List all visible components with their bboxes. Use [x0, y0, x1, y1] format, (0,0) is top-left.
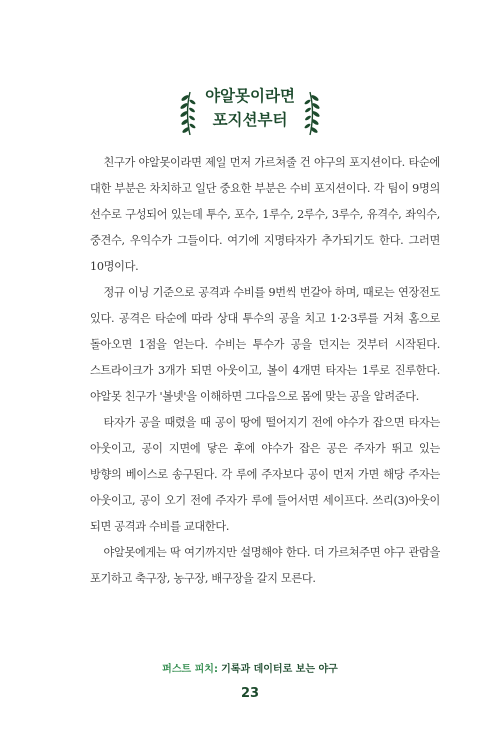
footer-book-title: 기록과 데이터로 보는 야구	[221, 664, 338, 675]
paragraph-2: 정규 이닝 기준으로 공격과 수비를 9번씩 번갈아 하며, 때로는 연장전도 있다. 공격은 타순에 따라 상대 투수의 공을 치고 1·2·3루를 거쳐 홈으로 돌아오면 1점을 얻는다. 수비는 투수가 공을 던지는 것부터 시작된다. 스트라이크가 3개가 되면 아웃이고, 볼이 4개면 타자는 1루로 진루한다. 야알못 친구가 '볼넷'을 이해하면 그다음으로 몸에 맞는 공을 알려준다.	[90, 286, 440, 403]
footer-series-label: 퍼스트 피치:	[162, 664, 218, 675]
body-text	[90, 150, 440, 592]
page-number: 23	[240, 686, 260, 701]
chapter-title-line-2: 포지션부터	[212, 111, 288, 129]
chapter-title	[0, 84, 500, 132]
paragraph-3: 타자가 공을 때렸을 때 공이 땅에 떨어지기 전에 야수가 잡으면 타자는 아웃이고, 공이 지면에 닿은 후에 야수가 잡은 공은 주자가 뛰고 있는 방향의 베이스로 송구된다. 각 루에 주자보다 공이 먼저 가면 해당 주자는 아웃이고, 공이 오기 전에 주자가 루에 들어서면 세이프다. 쓰리(3)아웃이 되면 공격과 수비를 교대한다.	[90, 416, 440, 533]
laurel-right-icon	[304, 88, 324, 138]
chapter-title-block	[0, 84, 500, 142]
paragraph-4: 야알못에게는 딱 여기까지만 설명해야 한다. 더 가르쳐주면 야구 관람을 포기하고 축구장, 농구장, 배구장을 갈지 모른다.	[90, 546, 440, 585]
running-footer	[0, 660, 500, 675]
paragraph-1: 친구가 야알못이라면 제일 먼저 가르쳐줄 건 야구의 포지션이다. 타순에 대한 부분은 차치하고 일단 중요한 부분은 수비 포지션이다. 각 팀이 9명의 선수로 구성되어 있는데 투수, 포수, 1루수, 2루수, 3루수, 유격수, 좌익수, 중견수, 우익수가 그들이다. 여기에 지명타자가 추가되기도 한다. 그러면 10명이다.	[90, 156, 440, 273]
chapter-title-line-1: 야알못이라면	[205, 87, 295, 105]
